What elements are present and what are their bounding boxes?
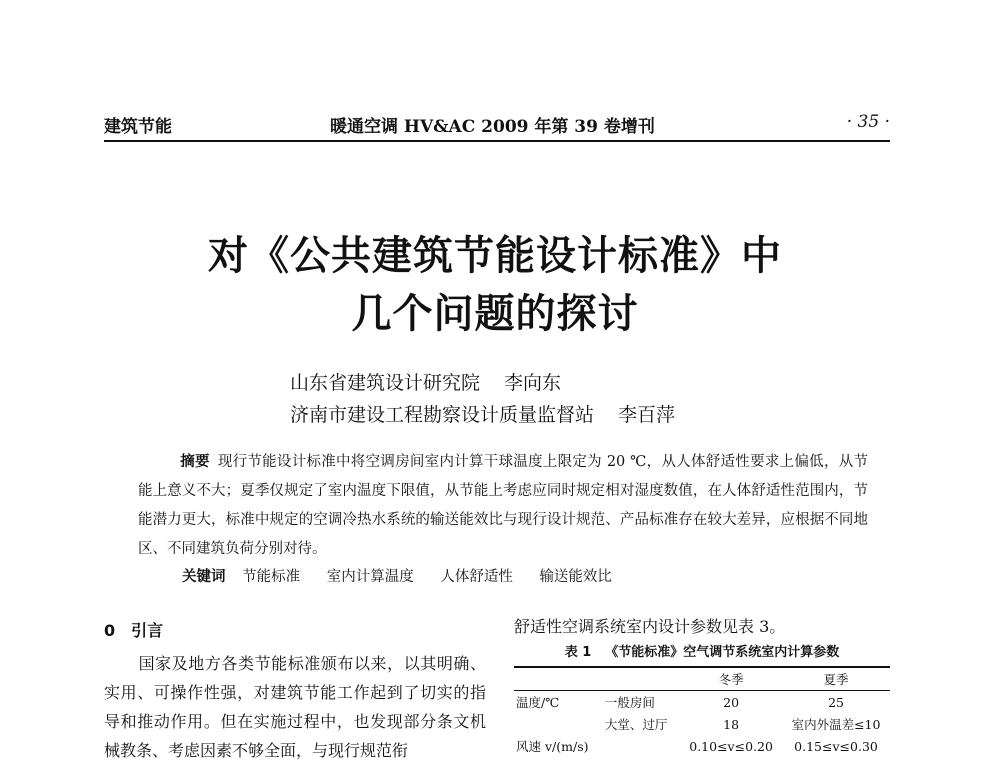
table-row [514,691,890,714]
running-header [104,104,890,142]
header-cell: 冬季 [680,667,782,691]
table-title: 《节能标准》空气调节系统室内计算参数 [605,645,840,660]
table-row [514,735,890,757]
body-paragraph [104,649,486,765]
table-row [514,713,890,735]
table-cell: 25 [828,694,844,710]
keyword: 人体舒适性 [440,569,513,585]
left-column [104,616,486,765]
table-cell: 20 [723,694,740,710]
table-cell [514,713,603,735]
right-column [514,614,890,757]
journal-info: 暖通空调 HV&AC 2009 年第 39 卷增刊 [330,117,655,137]
header-cell [514,667,603,691]
table-header-row [514,667,890,691]
table-cell: 温度/℃ [516,695,560,710]
table-cell: 18 [723,716,740,732]
table-cell: 风速 v/(m/s) [516,739,589,754]
author-affiliation: 山东省建筑设计研究院 [290,372,481,394]
header-cell [603,667,680,691]
table-cell: 室内外温差≤10 [791,717,881,732]
parameters-table [514,666,890,757]
author-affiliation: 济南市建设工程勘察设计质量监督站 [290,404,595,426]
table-intro: 舒适性空调系统室内设计参数见表 3。 [514,617,786,636]
page-number: · 35 · [846,112,890,132]
title-line-2: 几个问题的探讨 [351,290,639,337]
section-label: 建筑节能 [104,117,172,137]
section-heading [104,616,486,645]
paragraph-text: 国家及地方各类节能标准颁布以来，以其明确、实用、可操作性强，对建筑节能工作起到了切实的指导和推动作用。但在实施过程中，也发现部分条文机械教条、考虑因素不够全面，与现行规范衔 [104,654,486,760]
abstract-text: 现行节能设计标准中将空调房间室内计算干球温度上限定为 20 ℃，从人体舒适性要求上偏低，从节能上意义不大；夏季仅规定了室内温度下限值，从节能上考虑应同时规定相对湿度数值，在人体舒适性范围内，节能潜力更大，标准中规定的空调冷热水系统的输送能效比与现行设计规范、产品标准存在较大差异，应根据不同地区、不同建筑负荷分别对待。 [138,454,869,557]
table-cell: 大堂、过厅 [604,717,668,732]
keyword: 节能标准 [242,569,301,585]
header-cell: 夏季 [782,667,890,691]
abstract-label: 摘要 [180,454,210,470]
table-cell: 0.10≤v≤0.20 [689,738,773,754]
section-number: 0 [104,621,116,640]
table-cell: 0.15≤v≤0.30 [794,738,878,754]
table-cell: 一般房间 [604,695,655,710]
keyword: 输送能效比 [539,569,612,585]
table-number: 表 1 [564,645,592,660]
author-name: 李向东 [504,372,562,394]
table-caption [514,641,890,660]
table-cell [603,735,680,757]
keyword: 室内计算温度 [326,569,414,585]
abstract [138,448,868,564]
keywords-label: 关键词 [182,569,226,585]
author-line-1 [290,368,561,395]
title-line-1: 对《公共建筑节能设计标准》中 [208,232,782,279]
author-name: 李百萍 [618,404,676,426]
keywords [182,565,634,586]
section-title: 引言 [131,621,164,640]
author-line-2 [290,400,675,427]
